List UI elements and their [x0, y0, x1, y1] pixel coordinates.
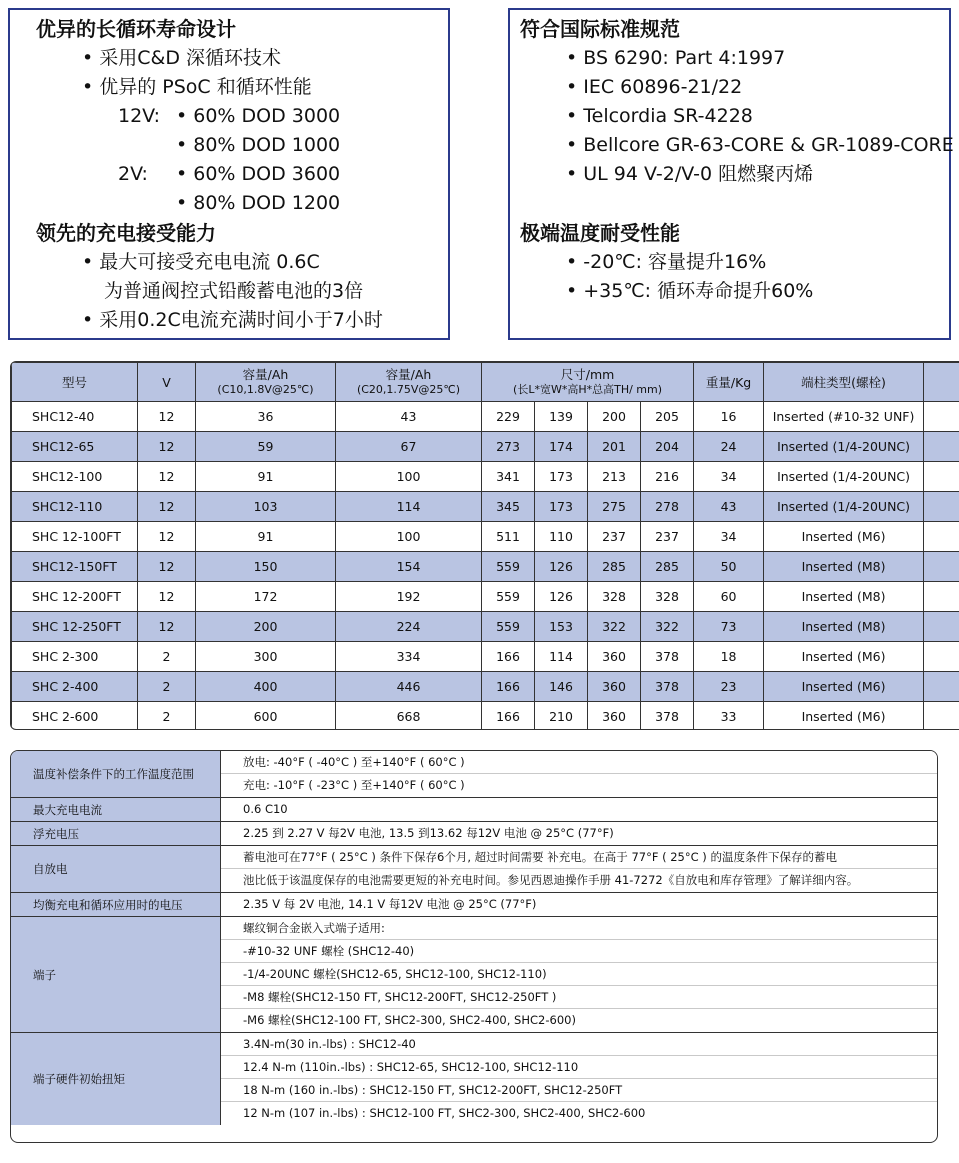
v12-dod80-item: • 80% DOD 1000 — [176, 134, 341, 156]
param-row — [11, 846, 937, 893]
cell-total-height: 205 — [641, 402, 694, 432]
cell-length: 345 — [482, 492, 535, 522]
param-row — [11, 1033, 937, 1125]
standard-item: • Telcordia SR-4228 — [566, 105, 753, 127]
cell-terminal: Inserted (M6) — [764, 672, 924, 702]
cell-weight: 34 — [694, 522, 764, 552]
param-value-line: 12 N-m (107 in.-lbs) : SHC12-100 FT, SHC2-300, SHC2-400, SHC2-600 — [243, 1106, 646, 1120]
cell-length: 341 — [482, 462, 535, 492]
cell-length: 559 — [482, 612, 535, 642]
cell-terminal: Inserted (1/4-20UNC) — [764, 462, 924, 492]
param-label: 端子硬件初始扭矩 — [11, 1033, 221, 1125]
cell-capacity-c10: 150 — [196, 552, 336, 582]
cell-weight: 18 — [694, 642, 764, 672]
header-extra — [924, 363, 959, 402]
cell-weight: 34 — [694, 462, 764, 492]
param-value-line: -M6 螺栓(SHC12-100 FT, SHC2-300, SHC2-400, SHC2-600) — [243, 1013, 576, 1027]
cell-terminal: Inserted (1/4-20UNC) — [764, 492, 924, 522]
param-value-line: 充电: -10°F ( -23°C ) 至+140°F ( 60°C ) — [243, 778, 465, 792]
header-capacity-c20-title: 容量/Ah — [385, 367, 432, 382]
standard-item: • BS 6290: Part 4:1997 — [566, 47, 786, 69]
table-row — [12, 402, 959, 432]
param-value-line: 蓄电池可在77°F ( 25°C ) 条件下保存6个月, 超过时间需要 补充电。在高于 77°F ( 25°C ) 的温度条件下保存的蓄电 — [221, 846, 937, 869]
cell-capacity-c20: 100 — [336, 462, 482, 492]
cell-weight: 23 — [694, 672, 764, 702]
cell-width: 126 — [535, 582, 588, 612]
cell-weight: 73 — [694, 612, 764, 642]
cycle-life-heading: 优异的长循环寿命设计 — [36, 17, 236, 41]
cell-capacity-c20: 67 — [336, 432, 482, 462]
cell-terminal: Inserted (M8) — [764, 552, 924, 582]
cell-voltage: 2 — [138, 672, 196, 702]
header-weight: 重量/Kg — [694, 363, 764, 402]
table-row — [12, 612, 959, 642]
cell-width: 146 — [535, 672, 588, 702]
cell-extra — [924, 702, 959, 731]
cell-model: SHC12-40 — [12, 402, 138, 432]
cell-length: 166 — [482, 642, 535, 672]
param-value-line: 0.6 C10 — [243, 802, 288, 816]
param-row — [11, 751, 937, 798]
header-capacity-c10-condition: (C10,1.8V@25℃) — [217, 383, 314, 396]
cell-extra — [924, 552, 959, 582]
cell-total-height: 378 — [641, 642, 694, 672]
cell-capacity-c20: 224 — [336, 612, 482, 642]
cell-length: 166 — [482, 672, 535, 702]
table-row — [12, 522, 959, 552]
cell-extra — [924, 642, 959, 672]
header-dimensions — [482, 363, 694, 402]
cell-weight: 16 — [694, 402, 764, 432]
cell-voltage: 12 — [138, 432, 196, 462]
header-capacity-c20-condition: (C20,1.75V@25℃) — [356, 383, 461, 396]
cell-extra — [924, 612, 959, 642]
table-row — [12, 672, 959, 702]
cell-height: 201 — [588, 432, 641, 462]
cell-capacity-c10: 400 — [196, 672, 336, 702]
cell-capacity-c10: 600 — [196, 702, 336, 731]
cell-length: 559 — [482, 582, 535, 612]
cell-voltage: 12 — [138, 612, 196, 642]
cell-voltage: 12 — [138, 402, 196, 432]
cell-width: 126 — [535, 552, 588, 582]
param-values — [221, 751, 937, 797]
cell-total-height: 322 — [641, 612, 694, 642]
param-values — [221, 822, 937, 845]
cell-capacity-c20: 114 — [336, 492, 482, 522]
cell-width: 174 — [535, 432, 588, 462]
charge-acceptance-heading: 领先的充电接受能力 — [36, 221, 216, 245]
header-capacity-c20 — [336, 363, 482, 402]
cell-capacity-c10: 91 — [196, 462, 336, 492]
cell-weight: 43 — [694, 492, 764, 522]
max-charge-current-item: • 最大可接受充电电流 0.6C — [82, 251, 320, 273]
cell-height: 285 — [588, 552, 641, 582]
standard-item: • Bellcore GR-63-CORE & GR-1089-CORE — [566, 134, 954, 156]
param-values — [221, 917, 937, 1032]
param-value-line: -M8 螺栓(SHC12-150 FT, SHC12-200FT, SHC12-250FT ) — [221, 986, 937, 1009]
param-value-line: 2.25 到 2.27 V 每2V 电池, 13.5 到13.62 每12V 电池 @ 25°C (77°F) — [243, 826, 614, 840]
cell-voltage: 2 — [138, 642, 196, 672]
param-value-line: 18 N-m (160 in.-lbs) : SHC12-150 FT, SHC12-200FT, SHC12-250FT — [221, 1079, 937, 1102]
cell-model: SHC12-65 — [12, 432, 138, 462]
cell-capacity-c10: 36 — [196, 402, 336, 432]
cell-width: 114 — [535, 642, 588, 672]
param-label: 浮充电压 — [11, 822, 221, 845]
table-row — [12, 582, 959, 612]
cell-model: SHC12-150FT — [12, 552, 138, 582]
cell-height: 200 — [588, 402, 641, 432]
cell-height: 213 — [588, 462, 641, 492]
cell-capacity-c20: 100 — [336, 522, 482, 552]
param-values — [221, 798, 937, 821]
standard-item: • IEC 60896-21/22 — [566, 76, 743, 98]
cell-capacity-c10: 200 — [196, 612, 336, 642]
header-terminal: 端柱类型(螺栓) — [764, 363, 924, 402]
cell-height: 237 — [588, 522, 641, 552]
temperature-item: • -20℃: 容量提升16% — [566, 251, 767, 273]
standards-heading: 符合国际标准规范 — [520, 17, 680, 41]
cell-voltage: 12 — [138, 462, 196, 492]
cell-extra — [924, 432, 959, 462]
cell-width: 173 — [535, 462, 588, 492]
cell-capacity-c20: 43 — [336, 402, 482, 432]
header-dimensions-sub: (长L*宽W*高H*总高TH/ mm) — [513, 383, 663, 396]
cell-model: SHC 12-250FT — [12, 612, 138, 642]
param-values — [221, 893, 937, 916]
header-dimensions-title: 尺寸/mm — [560, 367, 615, 382]
cell-height: 360 — [588, 672, 641, 702]
cell-terminal: Inserted (#10-32 UNF) — [764, 402, 924, 432]
cell-capacity-c20: 154 — [336, 552, 482, 582]
cell-model: SHC 2-400 — [12, 672, 138, 702]
cell-capacity-c20: 446 — [336, 672, 482, 702]
param-value-line: 3.4N-m(30 in.-lbs) : SHC12-40 — [221, 1033, 937, 1056]
cell-total-height: 278 — [641, 492, 694, 522]
cell-width: 139 — [535, 402, 588, 432]
cell-weight: 50 — [694, 552, 764, 582]
v12-dod60-item: • 60% DOD 3000 — [176, 105, 341, 127]
spec-table — [10, 361, 959, 730]
param-row — [11, 822, 937, 846]
table-row — [12, 702, 959, 731]
cell-terminal: Inserted (M8) — [764, 582, 924, 612]
cell-terminal: Inserted (M8) — [764, 612, 924, 642]
param-value-line: -1/4-20UNC 螺栓(SHC12-65, SHC12-100, SHC12-110) — [221, 963, 937, 986]
parameter-table — [10, 750, 938, 1143]
cell-model: SHC 12-100FT — [12, 522, 138, 552]
cell-model: SHC 2-300 — [12, 642, 138, 672]
param-value-line: 2.35 V 每 2V 电池, 14.1 V 每12V 电池 @ 25°C (77°F) — [243, 897, 537, 911]
cell-width: 173 — [535, 492, 588, 522]
cell-capacity-c10: 103 — [196, 492, 336, 522]
cell-extra — [924, 582, 959, 612]
cell-extra — [924, 492, 959, 522]
param-value-line: 放电: -40°F ( -40°C ) 至+140°F ( 60°C ) — [221, 751, 937, 774]
cell-terminal: Inserted (M6) — [764, 702, 924, 731]
max-charge-current-note: 为普通阀控式铅酸蓄电池的3倍 — [104, 280, 364, 302]
cell-capacity-c10: 172 — [196, 582, 336, 612]
param-value-line: -#10-32 UNF 螺栓 (SHC12-40) — [221, 940, 937, 963]
v12-label: 12V: — [118, 105, 161, 127]
temperature-item: • +35℃: 循环寿命提升60% — [566, 280, 814, 302]
cell-width: 110 — [535, 522, 588, 552]
header-capacity-c10 — [196, 363, 336, 402]
temperature-heading: 极端温度耐受性能 — [520, 221, 680, 245]
header-model: 型号 — [12, 363, 138, 402]
cell-capacity-c10: 300 — [196, 642, 336, 672]
cell-total-height: 378 — [641, 672, 694, 702]
param-row — [11, 893, 937, 917]
param-values — [221, 1033, 937, 1125]
cell-total-height: 237 — [641, 522, 694, 552]
cell-total-height: 328 — [641, 582, 694, 612]
cell-terminal: Inserted (M6) — [764, 522, 924, 552]
cell-terminal: Inserted (M6) — [764, 642, 924, 672]
cell-capacity-c20: 668 — [336, 702, 482, 731]
cell-height: 360 — [588, 642, 641, 672]
param-value-line: 12.4 N-m (110in.-lbs) : SHC12-65, SHC12-100, SHC12-110 — [221, 1056, 937, 1079]
table-row — [12, 432, 959, 462]
psoc-item: • 优异的 PSoC 和循环性能 — [82, 76, 312, 98]
param-label: 最大充电电流 — [11, 798, 221, 821]
cell-model: SHC 12-200FT — [12, 582, 138, 612]
cell-length: 273 — [482, 432, 535, 462]
cell-capacity-c10: 91 — [196, 522, 336, 552]
param-values — [221, 846, 937, 892]
cell-terminal: Inserted (1/4-20UNC) — [764, 432, 924, 462]
param-label: 均衡充电和循环应用时的电压 — [11, 893, 221, 916]
v2-label: 2V: — [118, 163, 148, 185]
standards-box — [508, 8, 954, 340]
spec-header-row — [12, 363, 959, 402]
cell-width: 153 — [535, 612, 588, 642]
cell-voltage: 12 — [138, 522, 196, 552]
cell-voltage: 2 — [138, 702, 196, 731]
cell-voltage: 12 — [138, 582, 196, 612]
v2-dod80-item: • 80% DOD 1200 — [176, 192, 341, 214]
standard-item: • UL 94 V-2/V-0 阻燃聚丙烯 — [566, 163, 814, 185]
cell-length: 511 — [482, 522, 535, 552]
param-label: 自放电 — [11, 846, 221, 892]
param-value-line: 池比低于该温度保存的电池需要更短的补充电时间。参见西恩迪操作手册 41-7272《自放电和库存管理》了解详细内容。 — [243, 873, 859, 887]
cell-capacity-c20: 334 — [336, 642, 482, 672]
v2-dod60-item: • 60% DOD 3600 — [176, 163, 341, 185]
cell-height: 322 — [588, 612, 641, 642]
table-row — [12, 462, 959, 492]
cell-height: 275 — [588, 492, 641, 522]
param-row — [11, 798, 937, 822]
cell-length: 229 — [482, 402, 535, 432]
table-row — [12, 642, 959, 672]
cd-technology-item: • 采用C&D 深循环技术 — [82, 47, 281, 69]
cell-extra — [924, 402, 959, 432]
cell-height: 360 — [588, 702, 641, 731]
cell-extra — [924, 522, 959, 552]
param-label: 温度补偿条件下的工作温度范围 — [11, 751, 221, 797]
cell-weight: 24 — [694, 432, 764, 462]
cell-width: 210 — [535, 702, 588, 731]
cell-total-height: 204 — [641, 432, 694, 462]
cell-total-height: 216 — [641, 462, 694, 492]
cell-voltage: 12 — [138, 552, 196, 582]
cycle-life-box — [8, 8, 450, 340]
cell-capacity-c10: 59 — [196, 432, 336, 462]
cell-voltage: 12 — [138, 492, 196, 522]
table-row — [12, 492, 959, 522]
cell-total-height: 378 — [641, 702, 694, 731]
param-label: 端子 — [11, 917, 221, 1032]
param-value-line: 螺纹铜合金嵌入式端子适用: — [221, 917, 937, 940]
cell-extra — [924, 462, 959, 492]
cell-model: SHC 2-600 — [12, 702, 138, 731]
table-row — [12, 552, 959, 582]
param-row — [11, 917, 937, 1033]
cell-length: 559 — [482, 552, 535, 582]
cell-capacity-c20: 192 — [336, 582, 482, 612]
charge-time-item: • 采用0.2C电流充满时间小于7小时 — [82, 309, 383, 331]
header-voltage: V — [138, 363, 196, 402]
cell-weight: 60 — [694, 582, 764, 612]
cell-extra — [924, 672, 959, 702]
cell-total-height: 285 — [641, 552, 694, 582]
cell-height: 328 — [588, 582, 641, 612]
cell-model: SHC12-110 — [12, 492, 138, 522]
cell-length: 166 — [482, 702, 535, 731]
cell-weight: 33 — [694, 702, 764, 731]
cell-model: SHC12-100 — [12, 462, 138, 492]
header-capacity-c10-title: 容量/Ah — [242, 367, 289, 382]
